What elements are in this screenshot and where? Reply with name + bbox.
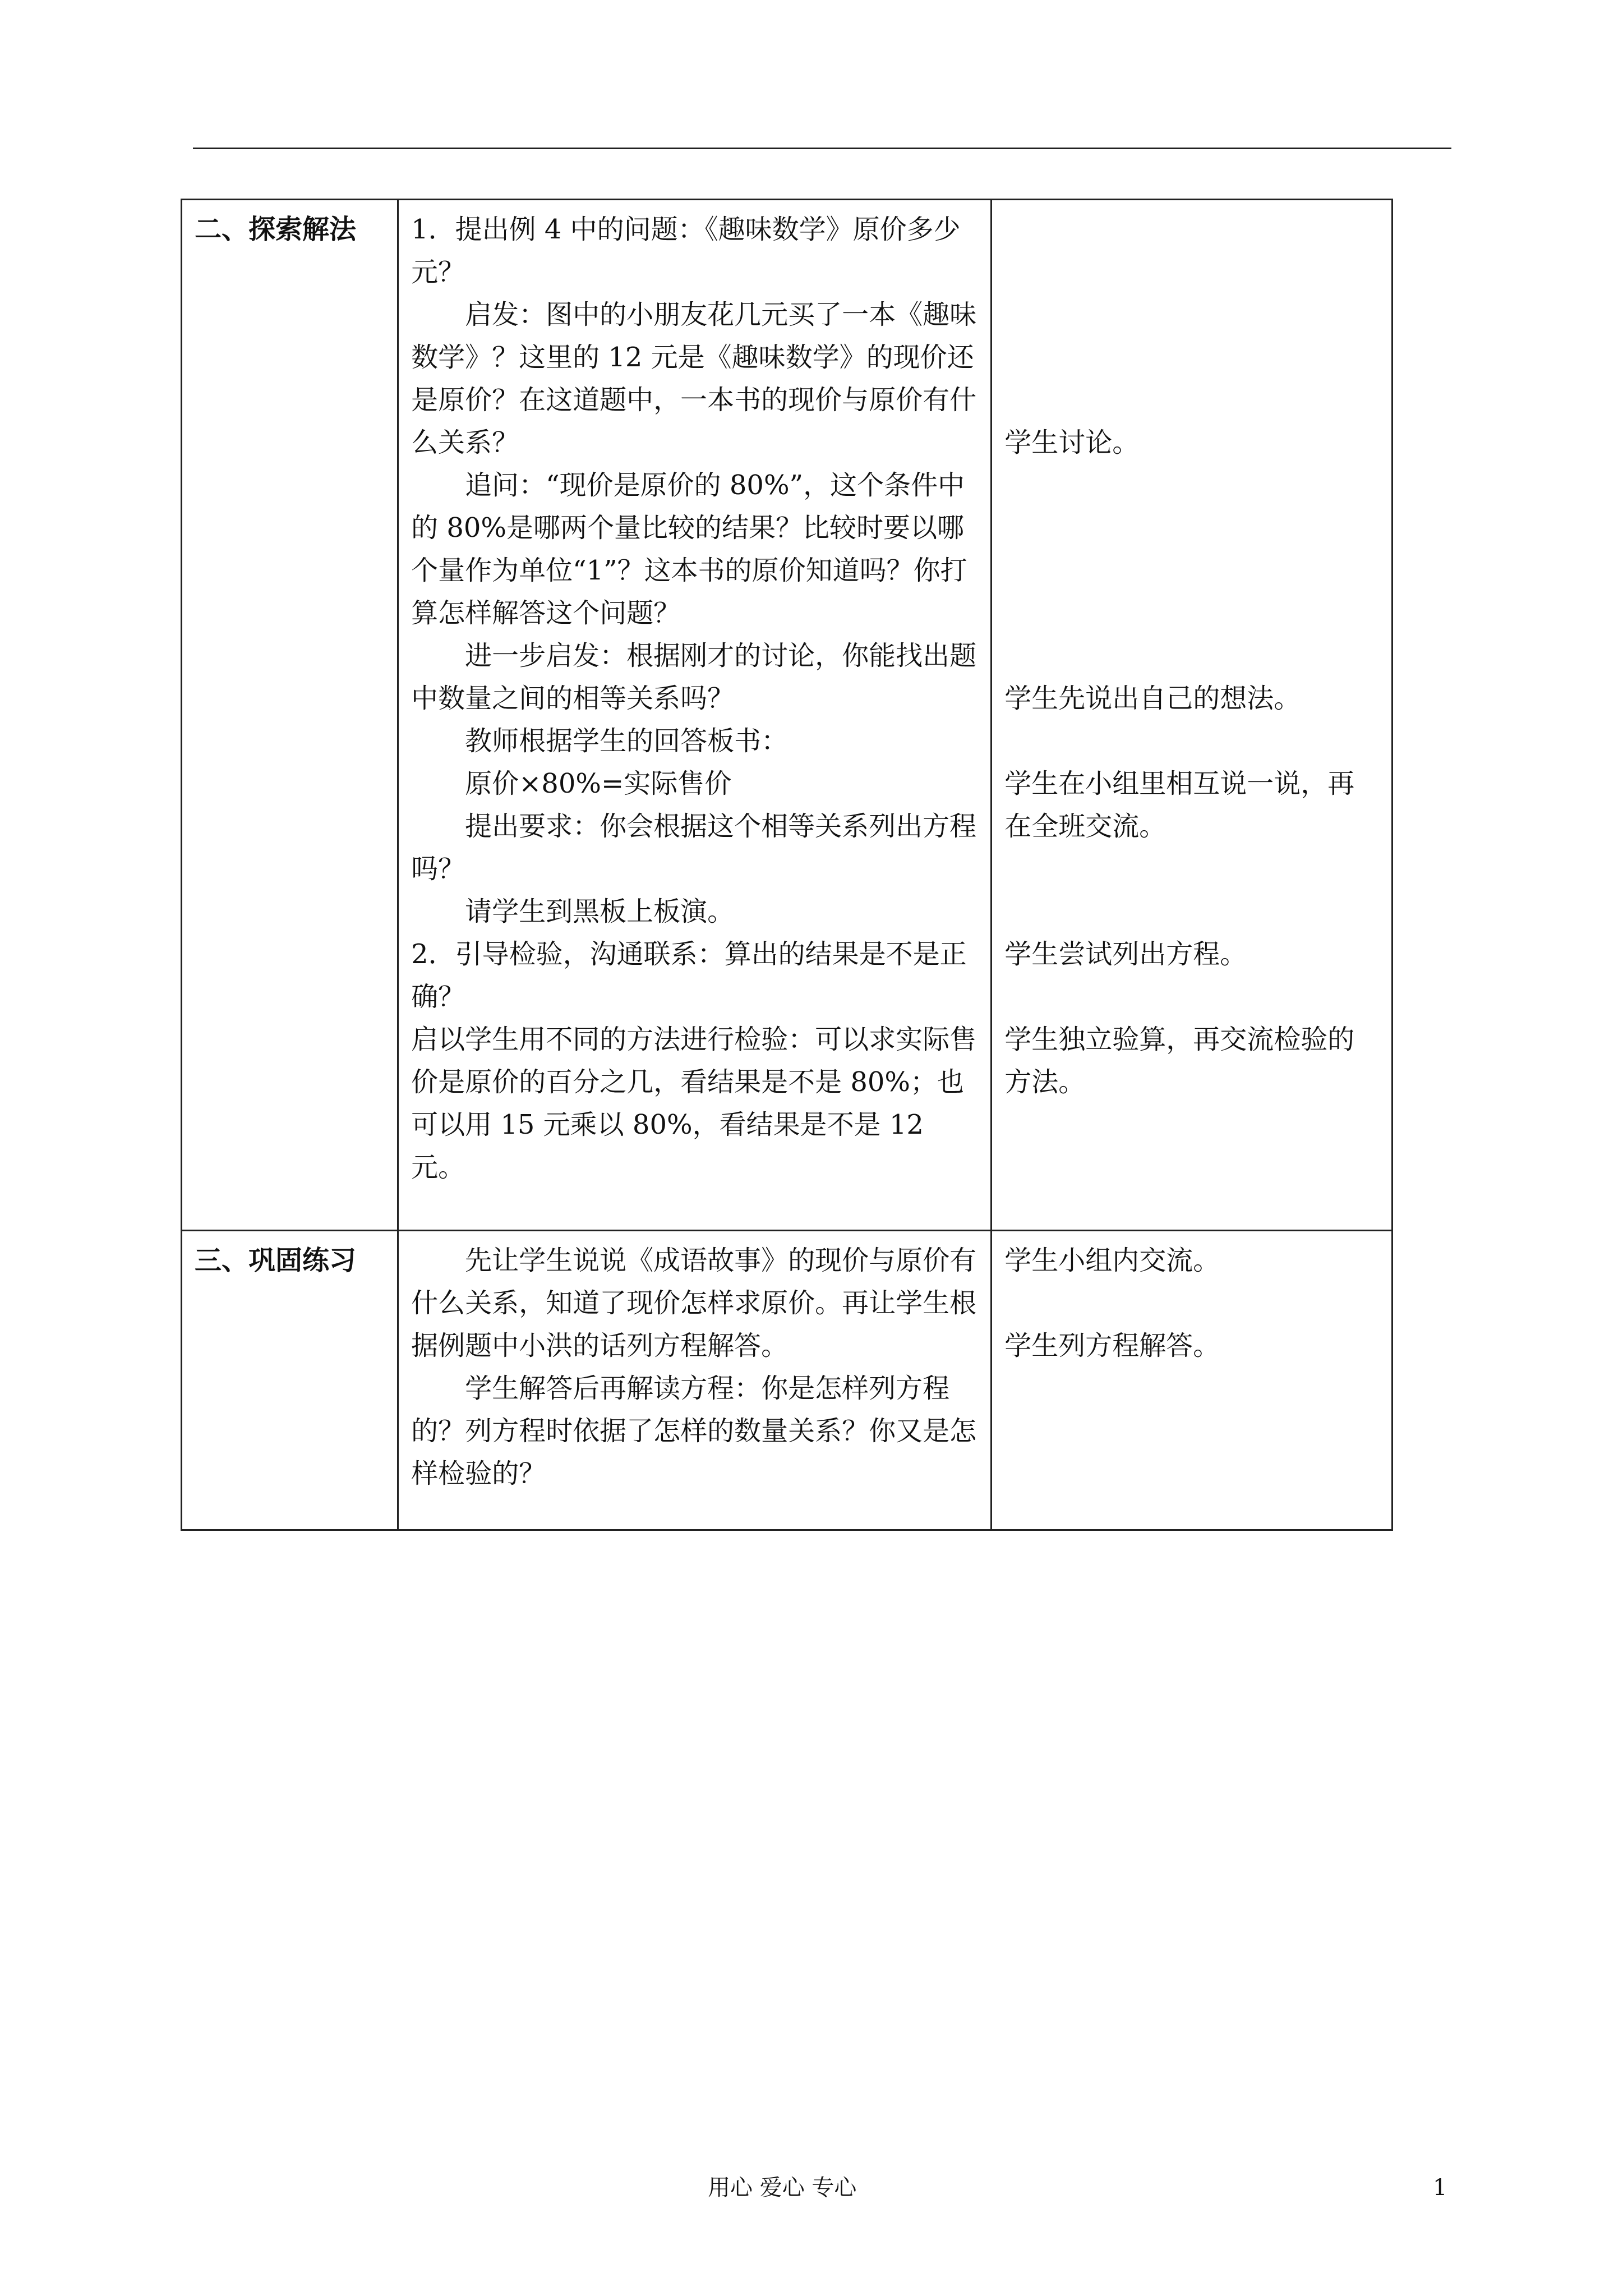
- teacher-paragraph: 追问：“现价是原价的 80%”，这个条件中的 80%是哪两个量比较的结果？比较时要以哪个量作为单位“1”？这本书的原价知道吗？你打算怎样解答这个问题？: [411, 470, 967, 629]
- stage-cell: [182, 1231, 398, 1530]
- table-row-explore: [182, 200, 1393, 1231]
- teacher-paragraph: 先让学生说说《成语故事》的现价与原价有什么关系，知道了现价怎样求原价。再让学生根据例题中小洪的话列方程解答。: [411, 1245, 977, 1361]
- teacher-paragraph: 教师根据学生的回答板书：: [465, 725, 789, 757]
- teacher-paragraph: 提出要求：你会根据这个相等关系列出方程吗？: [411, 811, 977, 885]
- teacher-paragraph: 启发：图中的小朋友花几元买了一本《趣味数学》？这里的 12 元是《趣味数学》的现价还是原价？在这道题中，一本书的现价与原价有什么关系？: [411, 299, 977, 458]
- teacher-paragraph: 1．提出例 4 中的问题：《趣味数学》原价多少元？: [411, 214, 961, 288]
- student-paragraph: 学生独立验算，再交流检验的方法。: [1004, 1024, 1355, 1098]
- teacher-activity-cell: [398, 1231, 992, 1530]
- teacher-paragraph: 学生解答后再解读方程：你是怎样列方程的？列方程时依据了怎样的数量关系？你又是怎样检验的？: [411, 1373, 977, 1489]
- teacher-activity-cell: [398, 200, 992, 1231]
- student-paragraph: 学生讨论。: [1004, 427, 1140, 458]
- student-activity-cell: [992, 200, 1393, 1231]
- student-paragraph: 学生列方程解答。: [1004, 1330, 1220, 1361]
- stage-label: 二、探索解法: [195, 214, 357, 245]
- page-number: 1: [1433, 2175, 1447, 2201]
- stage-label: 三、巩固练习: [195, 1245, 357, 1276]
- teacher-paragraph: 进一步启发：根据刚才的讨论，你能找出题中数量之间的相等关系吗？: [411, 640, 977, 714]
- teacher-paragraph: 2．引导检验，沟通联系：算出的结果是不是正确？: [411, 938, 967, 1013]
- student-paragraph: 学生尝试列出方程。: [1004, 938, 1247, 970]
- table-row-practice: [182, 1231, 1393, 1530]
- student-paragraph: 学生小组内交流。: [1004, 1245, 1220, 1276]
- student-activity-cell: [992, 1231, 1393, 1530]
- teacher-paragraph: 原价×80%=实际售价: [465, 768, 732, 799]
- footer-motto: 用心 爱心 专心: [708, 2175, 857, 2201]
- student-paragraph: 学生先说出自己的想法。: [1004, 683, 1301, 714]
- header-rule: [193, 148, 1451, 149]
- teacher-paragraph: 请学生到黑板上板演。: [465, 896, 735, 927]
- stage-cell: [182, 200, 398, 1231]
- lesson-plan-table: [181, 199, 1393, 1531]
- student-paragraph: 学生在小组里相互说一说，再在全班交流。: [1004, 768, 1355, 842]
- teacher-paragraph: 启以学生用不同的方法进行检验：可以求实际售价是原价的百分之几，看结果是不是 80%；也可以用 15 元乘以 80%，看结果是不是 12 元。: [411, 1024, 977, 1183]
